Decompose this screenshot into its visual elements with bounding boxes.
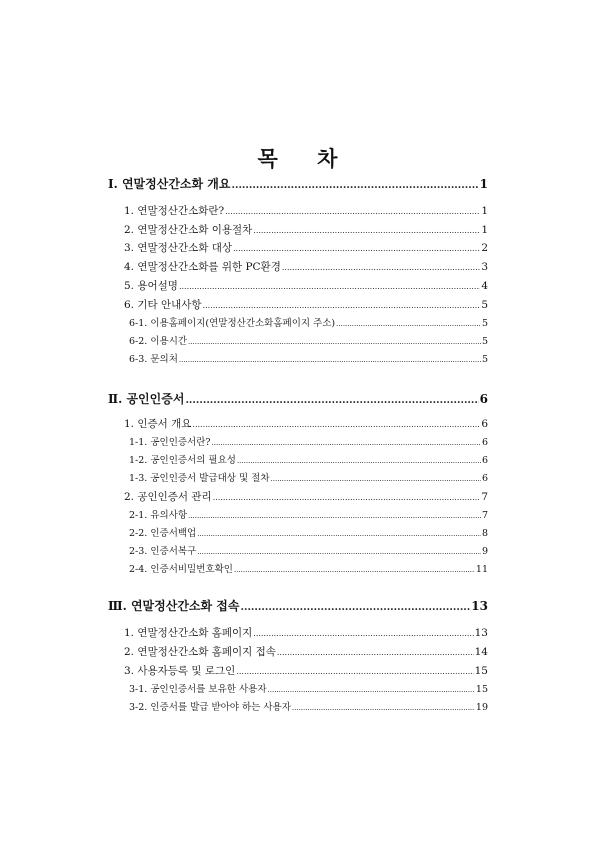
toc-subitem-label: 2-3. 인증서복구 [129,546,197,557]
toc-page-number: 5 [481,354,488,365]
toc-page-number: 1 [481,224,488,236]
toc-subitem[interactable] [129,563,488,577]
toc-subitem-label: 2-2. 인증서백업 [129,528,197,539]
dot-leader [179,280,480,294]
toc-section-label: Ⅰ. 연말정산간소화 개요 [108,177,231,191]
toc-subitem[interactable] [129,454,488,468]
dot-leader [282,261,480,275]
toc-page-number: 4 [481,280,488,292]
dot-leader [179,353,481,367]
toc-item-label: 4. 연말정산간소화를 위한 PC환경 [124,261,281,273]
toc-subitem[interactable] [129,472,488,486]
toc-page-number: 6 [481,455,488,466]
toc-item[interactable] [124,417,488,432]
toc-item[interactable] [124,490,488,505]
toc-page-number: 1 [481,205,488,217]
dot-leader [240,601,470,615]
toc-item[interactable] [124,626,488,641]
dot-leader [231,179,478,193]
toc-subitem[interactable] [129,436,488,450]
toc-subitem-label: 2-1. 유의사항 [129,510,188,521]
toc-page-number: 8 [481,528,488,539]
toc-section-label: Ⅱ. 공인인증서 [108,392,185,406]
dot-leader [185,394,478,408]
dot-leader [268,683,475,697]
dot-leader [212,436,481,450]
toc-page-number: 15 [474,665,488,677]
toc-item-label: 2. 연말정산간소화 이용절차 [124,224,253,236]
toc-item[interactable] [124,298,488,313]
toc-item-label: 3. 연말정산간소화 대상 [124,242,232,254]
toc-item-label: 1. 인증서 개요 [124,418,192,430]
dot-leader [197,545,481,559]
toc-item[interactable] [124,223,488,238]
toc-page-number: 5 [481,336,488,347]
toc-subitem[interactable] [129,527,488,541]
dot-leader [213,491,481,505]
toc-page-number: 11 [475,564,488,575]
toc-page-number: 19 [475,702,488,713]
toc-section-2[interactable] [108,392,488,408]
toc-item-label: 5. 용어설명 [124,280,178,292]
toc-page-number: 3 [481,261,488,273]
toc-subitem[interactable] [129,353,488,367]
toc-item-label: 2. 공인인증서 관리 [124,491,212,503]
toc-subitem-label: 6-3. 문의처 [129,354,178,365]
toc-item[interactable] [124,241,488,256]
dot-leader [237,454,481,468]
toc-subitem-label: 6-1. 이용홈페이지(연말정산간소화홈페이지 주소) [129,318,336,329]
toc-page-number: 6 [481,473,488,484]
toc-item-label: 6. 기타 안내사항 [124,299,202,311]
toc-section-label: Ⅲ. 연말정산간소화 접속 [108,599,240,613]
dot-leader [336,317,481,331]
toc-subitem-label: 3-2. 인증서를 발급 받아야 하는 사용자 [129,702,291,713]
dot-leader [192,418,480,432]
toc-subitem[interactable] [129,335,488,349]
dot-leader [277,646,474,660]
toc-section-3[interactable] [108,599,488,615]
dot-leader [253,224,480,238]
toc-page-number: 6 [481,418,488,430]
toc-item[interactable] [124,664,488,679]
toc-page-number: 9 [481,546,488,557]
dot-leader [188,335,481,349]
toc-subitem[interactable] [129,701,488,715]
toc-page-number: 7 [481,510,488,521]
dot-leader [188,509,481,523]
toc-section-1[interactable] [108,177,488,193]
toc-page-number: 6 [481,437,488,448]
toc-page-number: 15 [475,684,488,695]
toc-subitem[interactable] [129,683,488,697]
dot-leader [236,665,473,679]
dot-leader [233,242,480,256]
toc-page-number: 2 [481,242,488,254]
toc-subitem-label: 6-2. 이용시간 [129,336,188,347]
toc-item[interactable] [124,645,488,660]
dot-leader [253,627,473,641]
toc-item-label: 3. 사용자등록 및 로그인 [124,665,236,677]
dot-leader [203,299,481,313]
toc-page-number: 6 [479,392,488,406]
toc-subitem-label: 1-1. 공인인증서란? [129,437,211,448]
toc-item[interactable] [124,204,488,219]
toc-page-number: 1 [479,177,488,191]
toc-page-number: 5 [481,299,488,311]
toc-subitem-label: 1-3. 공인인증서 발급대상 및 절차 [129,473,270,484]
dot-leader [234,563,475,577]
toc-page-number: 5 [481,318,488,329]
dot-leader [271,472,481,486]
toc-item-label: 2. 연말정산간소화 홈페이지 접속 [124,646,276,658]
toc-subitem[interactable] [129,509,488,523]
dot-leader [197,527,481,541]
toc-item[interactable] [124,279,488,294]
dot-leader [225,205,480,219]
toc-page-number: 13 [474,627,488,639]
toc-subitem[interactable] [129,545,488,559]
toc-item[interactable] [124,260,488,275]
toc-subitem-label: 2-4. 인증서비밀번호확인 [129,564,233,575]
toc-page-number: 13 [471,599,488,613]
toc-item-label: 1. 연말정산간소화란? [124,205,225,217]
dot-leader [292,701,475,715]
toc-subitem-label: 3-1. 공인인증서를 보유한 사용자 [129,684,267,695]
toc-subitem[interactable] [129,317,488,331]
toc-title: 목 차 [257,146,354,171]
toc-item-label: 1. 연말정산간소화 홈페이지 [124,627,253,639]
toc-page-number: 14 [474,646,488,658]
toc-subitem-label: 1-2. 공인인증서의 필요성 [129,455,236,466]
toc-page-number: 7 [481,491,488,503]
